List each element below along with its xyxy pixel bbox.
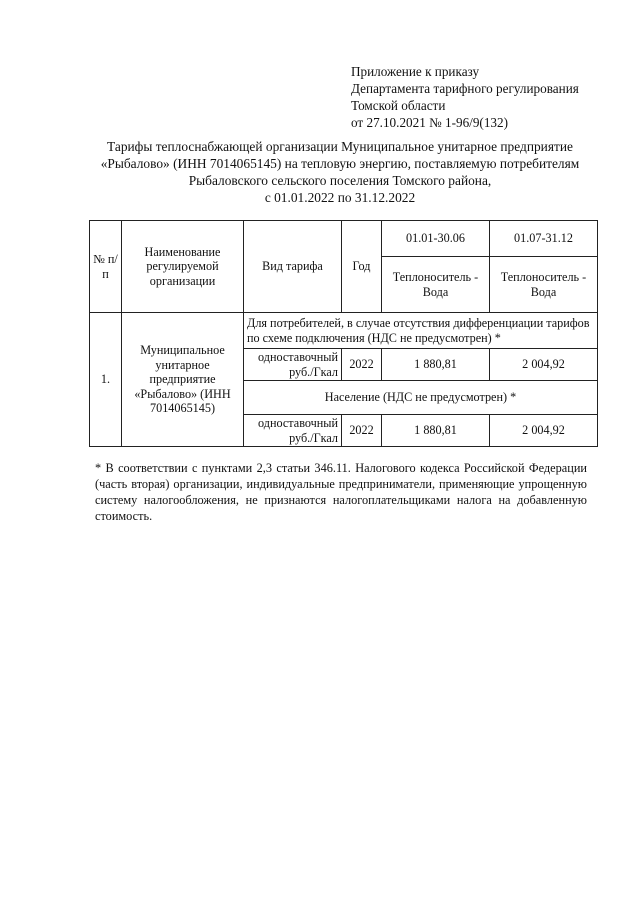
group-1-label: Для потребителей, в случае отсутствия дифференциации тарифов по схеме подключения (НДС не предусмотрен) * — [244, 313, 598, 349]
header-carrier-2: Теплоноситель - Вода — [490, 257, 598, 313]
group-1-year: 2022 — [342, 349, 382, 381]
header-carrier-1: Теплоноситель - Вода — [382, 257, 490, 313]
row-num: 1. — [90, 313, 122, 447]
group-2-value-1: 1 880,81 — [382, 415, 490, 447]
group-2-value-2: 2 004,92 — [490, 415, 598, 447]
header-num: № п/п — [90, 221, 122, 313]
annex-block — [351, 63, 611, 131]
group-1-value-1: 1 880,81 — [382, 349, 490, 381]
group-2-tariff-type: одноставочный руб./Гкал — [244, 415, 342, 447]
group-2-year: 2022 — [342, 415, 382, 447]
footnote: * В соответствии с пунктами 2,3 статьи 346.11. Налогового кодекса Российской Федерации (часть вторая) организации, индивидуальные предприниматели, применяющие упрощенную систему налогообложения, не признаются налогоплательщиками налога на добавленную стоимость. — [95, 461, 587, 523]
annex-line-2: Департамента тарифного регулирования — [351, 81, 579, 96]
group-2-label: Население (НДС не предусмотрен) * — [244, 381, 598, 415]
annex-line-4: от 27.10.2021 № 1-96/9(132) — [351, 115, 508, 130]
tariff-table — [89, 220, 598, 447]
header-period-2: 01.07-31.12 — [490, 221, 598, 257]
annex-line-1: Приложение к приказу — [351, 64, 480, 79]
row-org: Муниципальное унитарное предприятие «Рыбалово» (ИНН 7014065145) — [122, 313, 244, 447]
title-line-3: Рыбаловского сельского поселения Томского района, — [188, 173, 492, 188]
document-title — [60, 138, 620, 206]
group-1-value-2: 2 004,92 — [490, 349, 598, 381]
group-1-tariff-type: одноставочный руб./Гкал — [244, 349, 342, 381]
header-org: Наименование регулируемой организации — [122, 221, 244, 313]
title-line-4: с 01.01.2022 по 31.12.2022 — [264, 190, 416, 205]
header-period-1: 01.01-30.06 — [382, 221, 490, 257]
annex-line-3: Томской области — [351, 98, 446, 113]
title-line-1: Тарифы теплоснабжающей организации Муниципальное унитарное предприятие — [107, 139, 573, 154]
header-tariff-type: Вид тарифа — [244, 221, 342, 313]
title-line-2: «Рыбалово» (ИНН 7014065145) на тепловую энергию, поставляемую потребителям — [100, 156, 580, 171]
header-year: Год — [342, 221, 382, 313]
